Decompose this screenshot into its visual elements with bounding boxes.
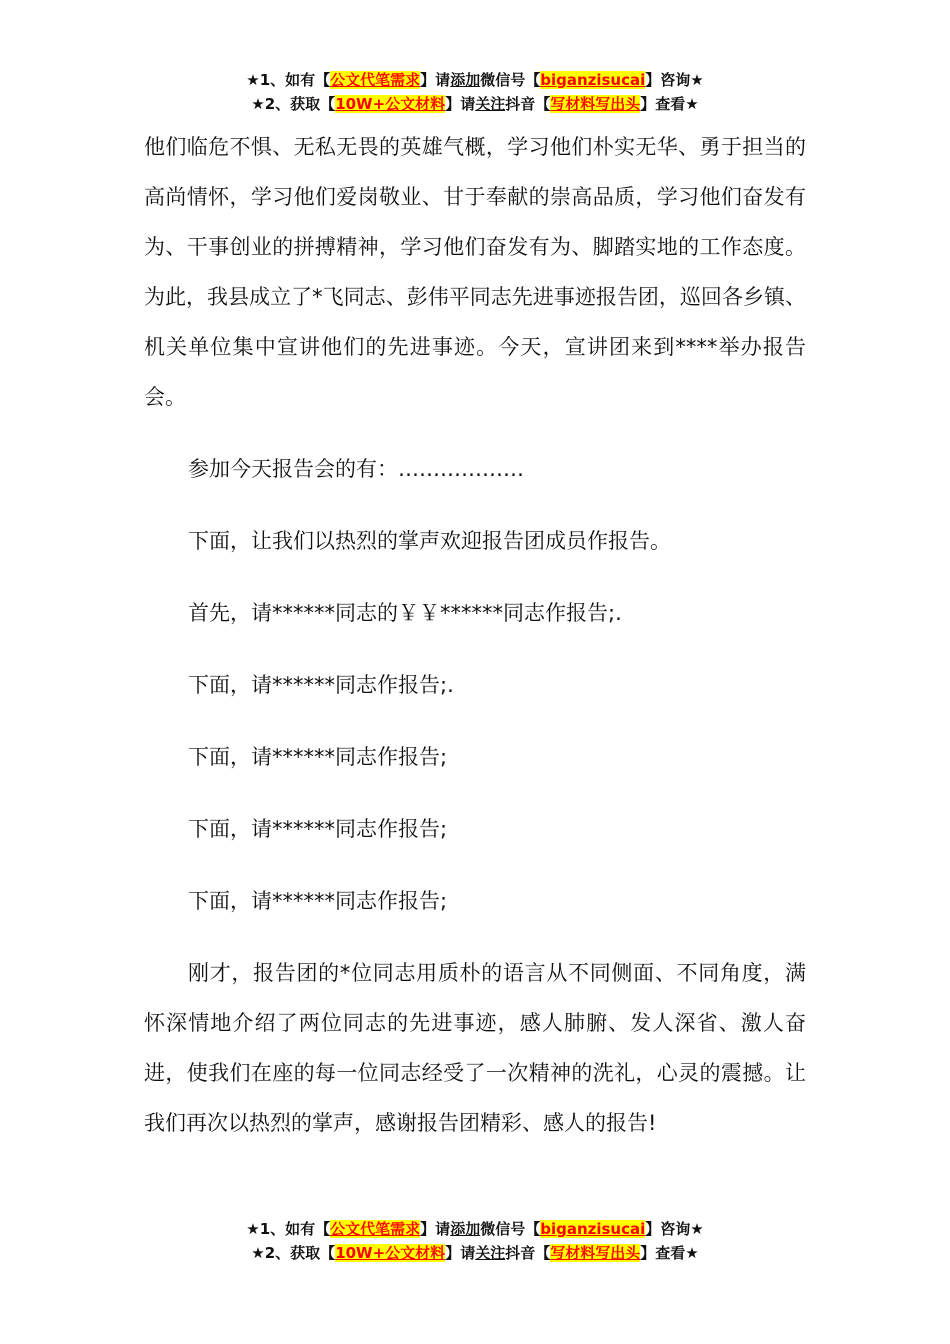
header-line2-underlined: 关注 (475, 95, 506, 113)
footer-line2-mid1: 】请 (445, 1244, 476, 1262)
header-line2-mid2: 抖音【 (505, 95, 551, 113)
header-line2-prefix: ★2、获取【 (251, 95, 336, 113)
header-line2-suffix: 】查看★ (640, 95, 699, 113)
paragraph-first-speaker: 首先，请******同志的￥￥******同志作报告;. (188, 601, 622, 625)
footer-line1-underlined: 添加 (450, 1220, 481, 1238)
paragraph-intro: 他们临危不惧、无私无畏的英雄气概，学习他们朴实无华、勇于担当的高尚情怀，学习他们爱岗敬业、甘于奉献的崇高品质，学习他们奋发有为、干事创业的拼搏精神，学习他们奋发有为、脚踏实地的工作态度。为此，我县成立了*飞同志、彭伟平同志先进事迹报告团，巡回各乡镇、机关单位集中宣讲他们的先进事迹。今天，宣讲团来到****举办报告会。 (144, 135, 806, 409)
paragraph-closing: 刚才，报告团的*位同志用质朴的语言从不同侧面、不同角度，满怀深情地介绍了两位同志的先进事迹，感人肺腑、发人深省、激人奋进，使我们在座的每一位同志经受了一次精神的洗礼，心灵的震撼。让我们再次以热烈的掌声，感谢报告团精彩、感人的报告! (144, 961, 806, 1135)
header-line2-douyin-account: 写材料写出头 (550, 95, 641, 113)
header-line1-mid2: 微信号【 (480, 71, 541, 89)
paragraph-next-speaker-3: 下面，请******同志作报告; (188, 817, 448, 841)
header-line1-mid1: 】请 (420, 71, 451, 89)
footer-line2-douyin-account: 写材料写出头 (550, 1244, 641, 1262)
footer-line1-wechat-id: biganzisucai (540, 1220, 646, 1238)
header-line2-mid1: 】请 (445, 95, 476, 113)
footer-line1-mid1: 】请 (420, 1220, 451, 1238)
paragraph-next-speaker-2: 下面，请******同志作报告; (188, 745, 448, 769)
footer-line1-highlight-service: 公文代笔需求 (330, 1220, 421, 1238)
header-line1-prefix: ★1、如有【 (246, 71, 331, 89)
footer-line1-suffix: 】咨询★ (645, 1220, 704, 1238)
header-line1-underlined: 添加 (450, 71, 481, 89)
header-line2-highlight-materials: 10W+公文材料 (335, 95, 446, 113)
header-line-1 (0, 68, 950, 92)
paragraph-next-speaker-4: 下面，请******同志作报告; (188, 889, 448, 913)
header-line1-highlight-service: 公文代笔需求 (330, 71, 421, 89)
footer-line-2 (0, 1241, 950, 1265)
footer-line2-highlight-materials: 10W+公文材料 (335, 1244, 446, 1262)
header-line1-suffix: 】咨询★ (645, 71, 704, 89)
footer-line2-prefix: ★2、获取【 (251, 1244, 336, 1262)
header-line-2 (0, 92, 950, 116)
header-line1-wechat-id: biganzisucai (540, 71, 646, 89)
footer-line2-mid2: 抖音【 (505, 1244, 551, 1262)
footer-line1-mid2: 微信号【 (480, 1220, 541, 1238)
header-banner (0, 68, 950, 116)
document-body (144, 122, 806, 1148)
footer-line2-underlined: 关注 (475, 1244, 506, 1262)
footer-banner (0, 1217, 950, 1265)
paragraph-welcome: 下面，让我们以热烈的掌声欢迎报告团成员作报告。 (188, 529, 671, 553)
paragraph-attendees: 参加今天报告会的有：……………… (188, 457, 524, 481)
footer-line2-suffix: 】查看★ (640, 1244, 699, 1262)
footer-line-1 (0, 1217, 950, 1241)
paragraph-next-speaker-1: 下面，请******同志作报告;. (188, 673, 454, 697)
footer-line1-prefix: ★1、如有【 (246, 1220, 331, 1238)
